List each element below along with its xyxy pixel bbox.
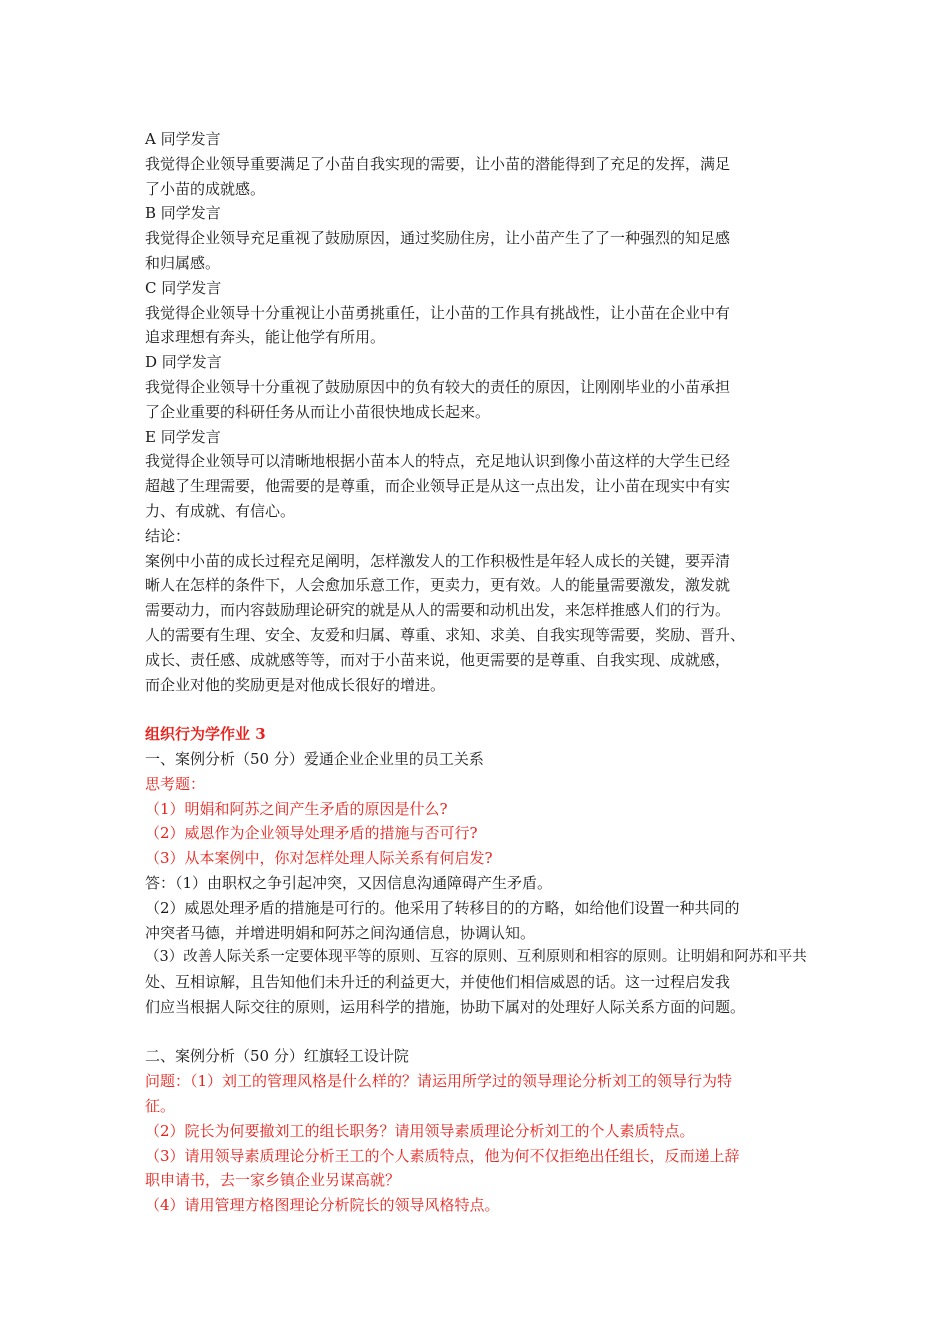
speaker-e-text: 我觉得企业领导可以清晰地根据小苗本人的特点，充足地认识到像小苗这样的大学生已经	[145, 452, 731, 471]
answer-line: 冲突者马德，并增进明娟和阿苏之间沟通信息，协调认知。	[145, 923, 536, 942]
speaker-b-text: 我觉得企业领导充足重视了鼓励原因，通过奖励住房，让小苗产生了了一种强烈的知足感	[145, 229, 731, 248]
speaker-d-text: 了企业重要的科研任务从而让小苗很快地成长起来。	[145, 402, 491, 421]
conclusion-label: 结论：	[145, 526, 191, 545]
speaker-b-label: B 同学发言	[145, 204, 221, 223]
speaker-a-text: 了小苗的成就感。	[145, 179, 266, 198]
think-label: 思考题：	[145, 774, 206, 793]
speaker-d-text: 我觉得企业领导十分重视了鼓励原因中的负有较大的责任的原因，让刚刚毕业的小苗承担	[145, 377, 731, 396]
speaker-a-text: 我觉得企业领导重要满足了小苗自我实现的需要，让小苗的潜能得到了充足的发挥，满足	[145, 154, 731, 173]
answer-line: （2）威恩处理矛盾的措施是可行的。他采用了转移目的的方略，如给他们设置一种共同的	[145, 898, 740, 917]
section-spacer	[145, 697, 810, 722]
speaker-c-label: C 同学发言	[145, 278, 222, 297]
answer-line: （3）改善人际关系一定要体现平等的原则、互容的原则、互利原则和相容的原则。让明娟和阿苏和平共	[145, 949, 807, 966]
answer-line: 答：（1）由职权之争引起冲突，又因信息沟通障碍产生矛盾。	[145, 873, 553, 892]
case2-question: （4）请用管理方格图理论分析院长的领导风格特点。	[145, 1196, 500, 1215]
conclusion-text: 成长、责任感、成就感等等，而对于小苗来说，他更需要的是尊重、自我实现、成就感，	[145, 650, 731, 669]
speaker-b-text: 和归属感。	[145, 253, 221, 272]
conclusion-text: 案例中小苗的成长过程充足阐明，怎样激发人的工作积极性是年轻人成长的关键，要弄清	[145, 551, 731, 570]
question-item: （1）明娟和阿苏之间产生矛盾的原因是什么?	[145, 799, 448, 818]
document-page	[145, 127, 810, 1218]
case2-question: 职申请书，去一家乡镇企业另谋高就？	[145, 1171, 401, 1190]
question-item: （2）威恩作为企业领导处理矛盾的措施与否可行?	[145, 824, 478, 843]
question-item: （3）从本案例中，你对怎样处理人际关系有何启发?	[145, 849, 493, 868]
answer-line: 处、互相谅解，且告知他们未升迁的利益更大，并使他们相信威恩的话。这一过程启发我	[145, 973, 731, 992]
assignment-title: 组织行为学作业 3	[145, 725, 266, 744]
case2-title: 二、案例分析（50 分）红旗轻工设计院	[145, 1047, 409, 1066]
speaker-d-label: D 同学发言	[145, 353, 222, 372]
section-spacer	[145, 1020, 810, 1045]
conclusion-text: 人的需要有生理、安全、友爱和归属、尊重、求知、求美、自我实现等需要，奖励、晋升、	[145, 625, 746, 644]
speaker-c-text: 我觉得企业领导十分重视让小苗勇挑重任，让小苗的工作具有挑战性，让小苗在企业中有	[145, 303, 731, 322]
case2-question: 征。	[145, 1097, 176, 1116]
conclusion-text: 而企业对他的奖励更是对他成长很好的增进。	[145, 675, 446, 694]
case2-question: 问题：（1）刘工的管理风格是什么样的？请运用所学过的领导理论分析刘工的领导行为特	[145, 1072, 733, 1091]
speaker-e-label: E 同学发言	[145, 427, 221, 446]
speaker-e-text: 超越了生理需要，他需要的是尊重，而企业领导正是从这一点出发，让小苗在现实中有实	[145, 477, 731, 496]
speaker-a-label: A 同学发言	[145, 130, 221, 148]
case2-question: （3）请用领导素质理论分析王工的个人素质特点，他为何不仅拒绝出任组长，反而递上辞	[145, 1146, 740, 1165]
speaker-e-text: 力、有成就、有信心。	[145, 501, 296, 520]
speaker-c-text: 追求理想有奔头，能让他学有所用。	[145, 328, 386, 347]
case1-title: 一、案例分析（50 分）爱通企业企业里的员工关系	[145, 749, 484, 768]
case2-question: （2）院长为何要撤刘工的组长职务？请用领导素质理论分析刘工的个人素质特点。	[145, 1121, 695, 1140]
conclusion-text: 需要动力，而内容鼓励理论研究的就是从人的需要和动机出发，来怎样推感人们的行为。	[145, 601, 731, 620]
answer-line: 们应当根据人际交往的原则，运用科学的措施，协助下属对的处理好人际关系方面的问题。	[145, 997, 746, 1016]
conclusion-text: 晰人在怎样的条件下，人会愈加乐意工作，更卖力，更有效。人的能量需要激发，激发就	[145, 576, 731, 595]
